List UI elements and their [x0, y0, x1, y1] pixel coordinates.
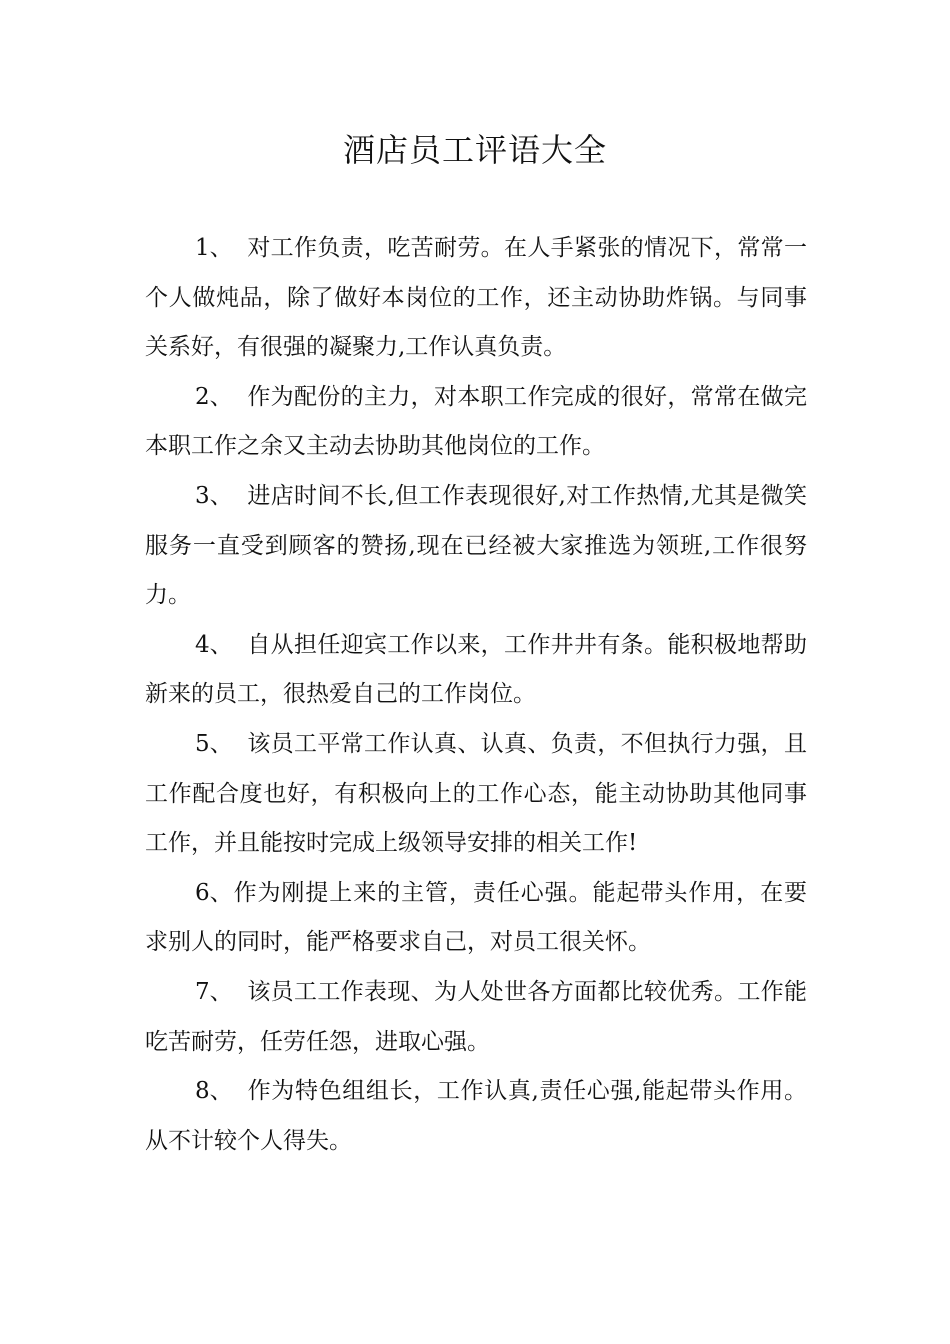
item-number: 3、: [195, 482, 233, 509]
document-body: [145, 224, 807, 1166]
item-text: 作为配份的主力，对本职工作完成的很好，常常在做完本职工作之余又主动去协助其他岗位的工作。: [145, 383, 807, 460]
item-text: 作为特色组组长，工作认真,责任心强,能起带头作用。从不计较个人得失。: [145, 1078, 807, 1154]
list-item: [145, 472, 807, 621]
item-number: 7、: [195, 978, 233, 1005]
list-item: [145, 1067, 807, 1166]
item-text: 自从担任迎宾工作以来，工作井井有条。能积极地帮助新来的员工，很热爱自己的工作岗位。: [145, 631, 807, 708]
item-number: 4、: [195, 631, 233, 658]
list-item: [145, 968, 807, 1067]
item-text: 该员工工作表现、为人处世各方面都比较优秀。工作能吃苦耐劳，任劳任怨，进取心强。: [145, 978, 807, 1055]
item-number: 1、: [195, 235, 233, 261]
document-title: 酒店员工评语大全: [342, 131, 607, 169]
list-item: [145, 373, 807, 472]
item-number: 2、: [195, 383, 233, 410]
list-item: [145, 224, 807, 373]
list-item: [145, 720, 807, 869]
item-number: 6、: [195, 879, 233, 906]
item-number: 8、: [195, 1078, 233, 1105]
list-item: [145, 621, 807, 720]
item-text: 进店时间不长,但工作表现很好,对工作热情,尤其是微笑服务一直受到顾客的赞扬,现在已经被大家推选为领班,工作很努力。: [145, 482, 807, 609]
item-text: 对工作负责，吃苦耐劳。在人手紧张的情况下，常常一个人做炖品，除了做好本岗位的工作，还主动协助炸锅。与同事关系好，有很强的凝聚力,工作认真负责。: [145, 235, 807, 361]
item-text: 作为刚提上来的主管，责任心强。能起带头作用，在要求别人的同时，能严格要求自己，对员工很关怀。: [145, 879, 807, 956]
item-number: 5、: [195, 730, 233, 757]
item-text: 该员工平常工作认真、认真、负责，不但执行力强，且工作配合度也好，有积极向上的工作心态，能主动协助其他同事工作，并且能按时完成上级领导安排的相关工作!: [145, 730, 807, 857]
list-item: [145, 869, 807, 968]
